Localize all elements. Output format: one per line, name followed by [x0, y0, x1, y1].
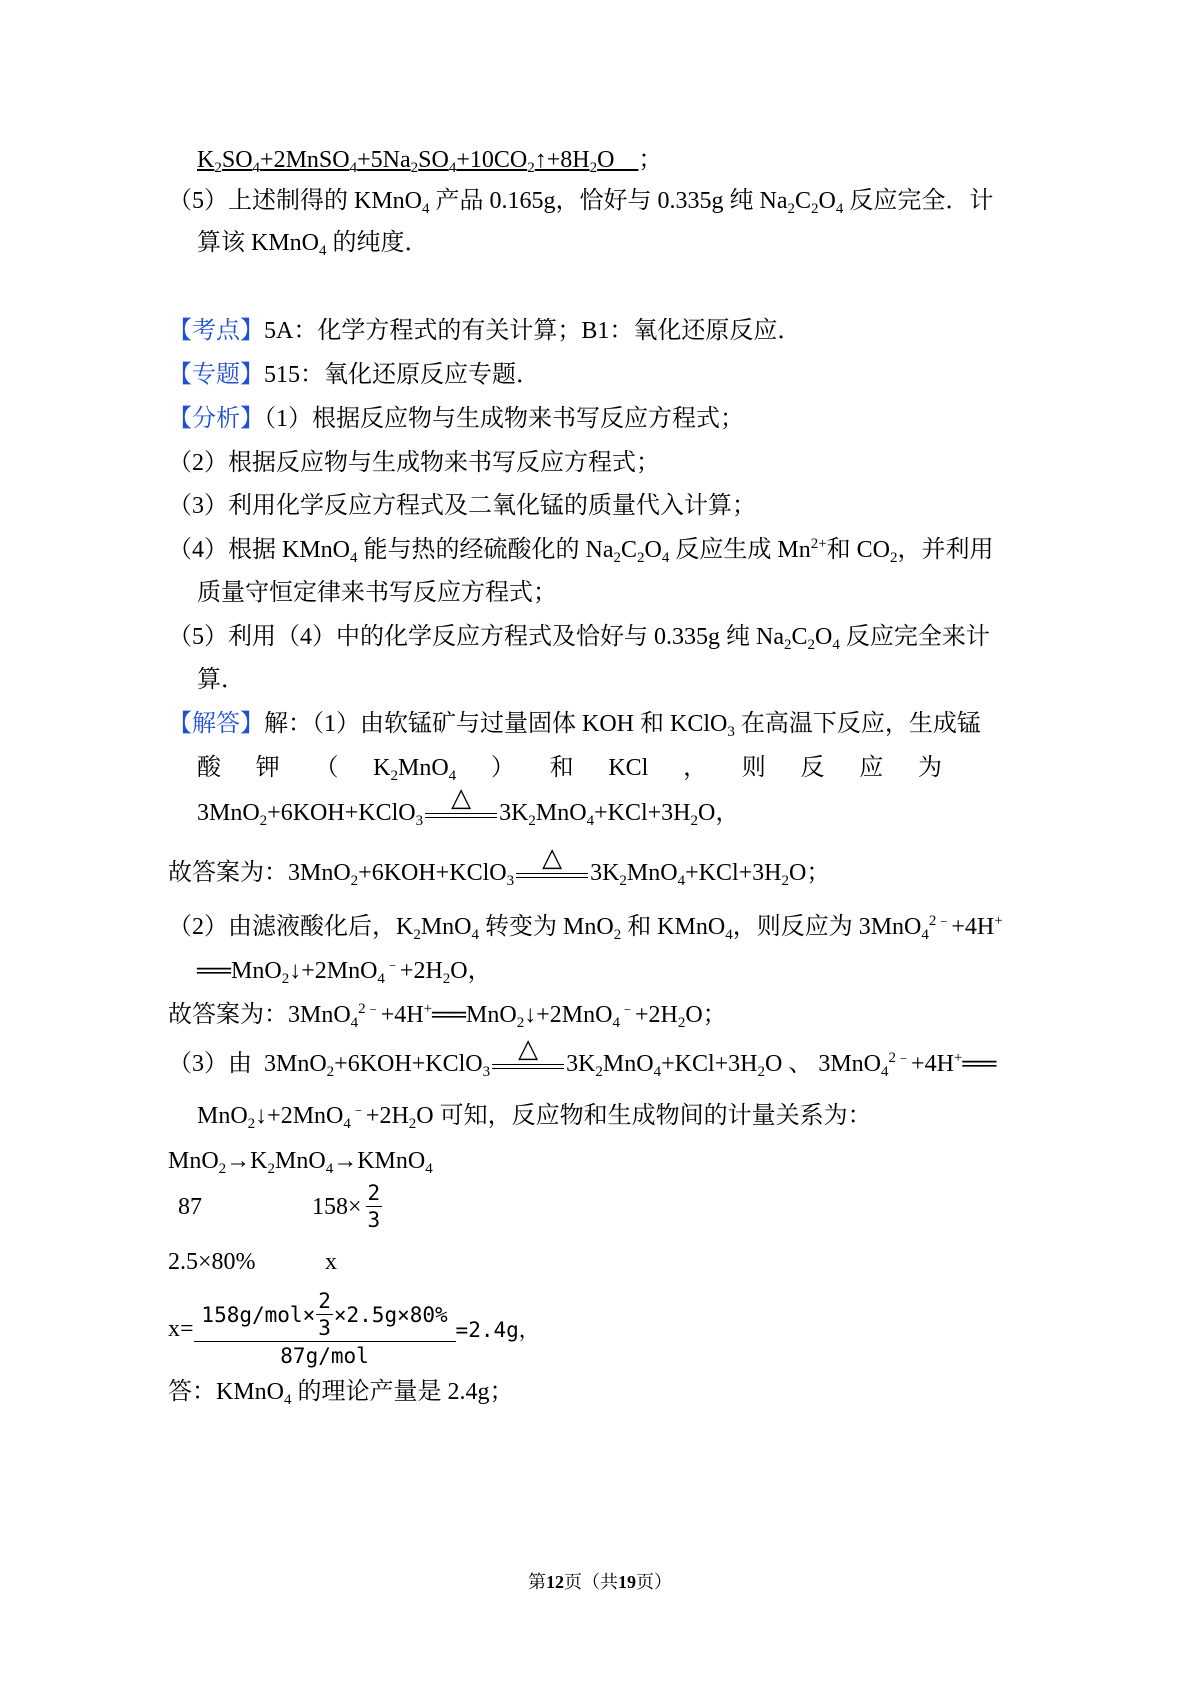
relation-158-text: 158× [312, 1193, 362, 1220]
answer-prefix: 故答案为： [168, 860, 288, 886]
delta-symbol: △ [451, 782, 472, 812]
delta-symbol: △ [518, 1033, 539, 1063]
fenxi-line-5a: （5）利用（4）中的化学反应方程式及恰好与 0.335g 纯 $Na_2C_2O_4$ 反应完全来计 [168, 624, 990, 653]
fraction-denominator: 3 [318, 1316, 331, 1340]
relation-value-87: 87 [178, 1194, 202, 1220]
kaodian-text: 5A：化学方程式的有关计算；B1：氧化还原反应． [264, 318, 802, 344]
word: 钾 [255, 755, 280, 781]
zhuanti-row [168, 360, 540, 390]
fenxi-row [168, 404, 744, 434]
fraction-numerator: 2 [318, 1289, 331, 1313]
heat-arrow [425, 782, 497, 818]
fenxi-line-4b: 质量守恒定律来书写反应方程式； [197, 580, 557, 606]
footer-mid: 页（共 [564, 1572, 618, 1592]
page-number: 12 [546, 1572, 564, 1592]
x-denominator: 87g/mol [280, 1344, 369, 1368]
word: KCl [608, 755, 649, 781]
fraction-two-thirds-inner [316, 1288, 333, 1341]
fraction-numerator: 2 [367, 1181, 381, 1205]
word: 反 [800, 755, 825, 781]
word: 和 [549, 755, 574, 781]
word: 则 [741, 755, 766, 781]
fraction-two-thirds [366, 1180, 383, 1233]
x-num-part-a: 158g/mol× [201, 1302, 316, 1327]
fenxi-tag: 【分析】 [168, 406, 264, 432]
jieda-line-1: 解：（1）由软锰矿与过量固体 KOH 和 KClO$_3$ 在高温下反应，生成锰 [264, 711, 981, 740]
final-answer: 答：KMnO$_4$ 的理论产量是 2.4g； [168, 1379, 514, 1408]
word: 应 [859, 755, 884, 781]
relation-value-x: x [325, 1249, 337, 1275]
fenxi-line-1: （1）根据反应物与生成物来书写反应方程式； [264, 406, 744, 432]
jieda-2-line-2: $══MnO_2↓+2MnO_4^﹣+2H_2O$， [197, 957, 492, 987]
equation-underlined: $K_2SO_4+2MnSO_4+5Na_2SO_4+10CO_2↑+8H_2O$ [197, 147, 639, 176]
word: ） [490, 755, 515, 781]
x-calculation [168, 1288, 540, 1370]
fenxi-line-3: （3）利用化学反应方程式及二氧化锰的质量代入计算； [168, 493, 756, 519]
fenxi-line-5b: 算． [197, 667, 245, 693]
footer-post: 页） [636, 1572, 672, 1592]
question-5-line-2: 算该 KMnO$_4$ 的纯度． [197, 230, 429, 259]
x-result: =2.4g， [455, 1318, 540, 1342]
heat-arrow [492, 1033, 564, 1069]
jieda-2-line-1: （2）由滤液酸化后，$K_2MnO_4$ 转变为 MnO$_2$ 和 KMnO$_4$，则反应为 3MnO$_4^{2﹣}$+4H+ [168, 913, 1003, 943]
kaodian-row [168, 316, 801, 346]
page-total: 19 [618, 1572, 636, 1592]
word: 酸 [197, 755, 221, 781]
question-5-line-1: （5）上述制得的 KMnO$_4$ 产品 0.165g，恰好与 0.335g 纯 $Na_2C_2O_4$ 反应完全．计 [168, 188, 994, 217]
relation-value-2-5: 2.5×80% [168, 1249, 256, 1275]
answer-1: 故答案为：3MnO$_2$+6KOH+KClO$_3$ △ $3K_2MnO_4+KCl+3H_2O$； [168, 842, 831, 889]
x-lhs: x= [168, 1316, 194, 1342]
equation-end: ； [638, 147, 663, 173]
zhuanti-tag: 【专题】 [168, 362, 264, 388]
delta-symbol: △ [542, 842, 563, 872]
heat-arrow [516, 842, 588, 878]
answer-2: 故答案为：$3MnO_4^{2﹣}+4H^+══MnO_2↓+2MnO_4^﹣+2H_2O$； [168, 1001, 727, 1031]
jieda-row [168, 709, 981, 739]
word: 为 [917, 755, 942, 781]
word: （ [314, 755, 339, 781]
x-num-part-b: ×2.5g×80% [333, 1302, 448, 1327]
jieda-3-line-1: （3）由 3MnO$_2$+6KOH+KClO$_3$ △ $3K_2MnO_4+KCl+3H_2O$ 、 3MnO$_4^{2﹣}$+4H+══ [168, 1033, 997, 1080]
footer-pre: 第 [528, 1572, 546, 1592]
x-numerator [194, 1288, 456, 1341]
relation-chain: $MnO_2\to K_2MnO_4\to KMnO_4$ [168, 1148, 433, 1177]
formula-k2mno4: $K_2MnO_4$ [373, 755, 457, 784]
fenxi-line-4a: （4）根据 KMnO$_4$ 能与热的经硫酸化的 $Na_2C_2O_4$ 反应生成 $Mn^{2+}$和 $CO_2$，并利用 [168, 536, 994, 566]
jieda-tag: 【解答】 [168, 711, 264, 737]
zhuanti-text: 515：氧化还原反应专题． [264, 362, 540, 388]
jieda-3-line-2: $MnO_2↓+2MnO_4^﹣+2H_2O$ 可知，反应物和生成物间的计量关系为： [197, 1102, 872, 1132]
page-footer [0, 1568, 1200, 1594]
equation-1: 3MnO$_2$+6KOH+KClO$_3$ △ $3K_2MnO_4+KCl+3H_2O$， [197, 782, 740, 829]
relation-value-158 [312, 1180, 386, 1233]
jieda-line-2 [197, 753, 942, 783]
x-fraction [194, 1288, 456, 1370]
fraction-denominator: 3 [367, 1208, 381, 1232]
fenxi-line-2: （2）根据反应物与生成物来书写反应方程式； [168, 450, 660, 476]
word: ， [683, 755, 708, 781]
equation-continuation [197, 145, 662, 175]
kaodian-tag: 【考点】 [168, 318, 264, 344]
